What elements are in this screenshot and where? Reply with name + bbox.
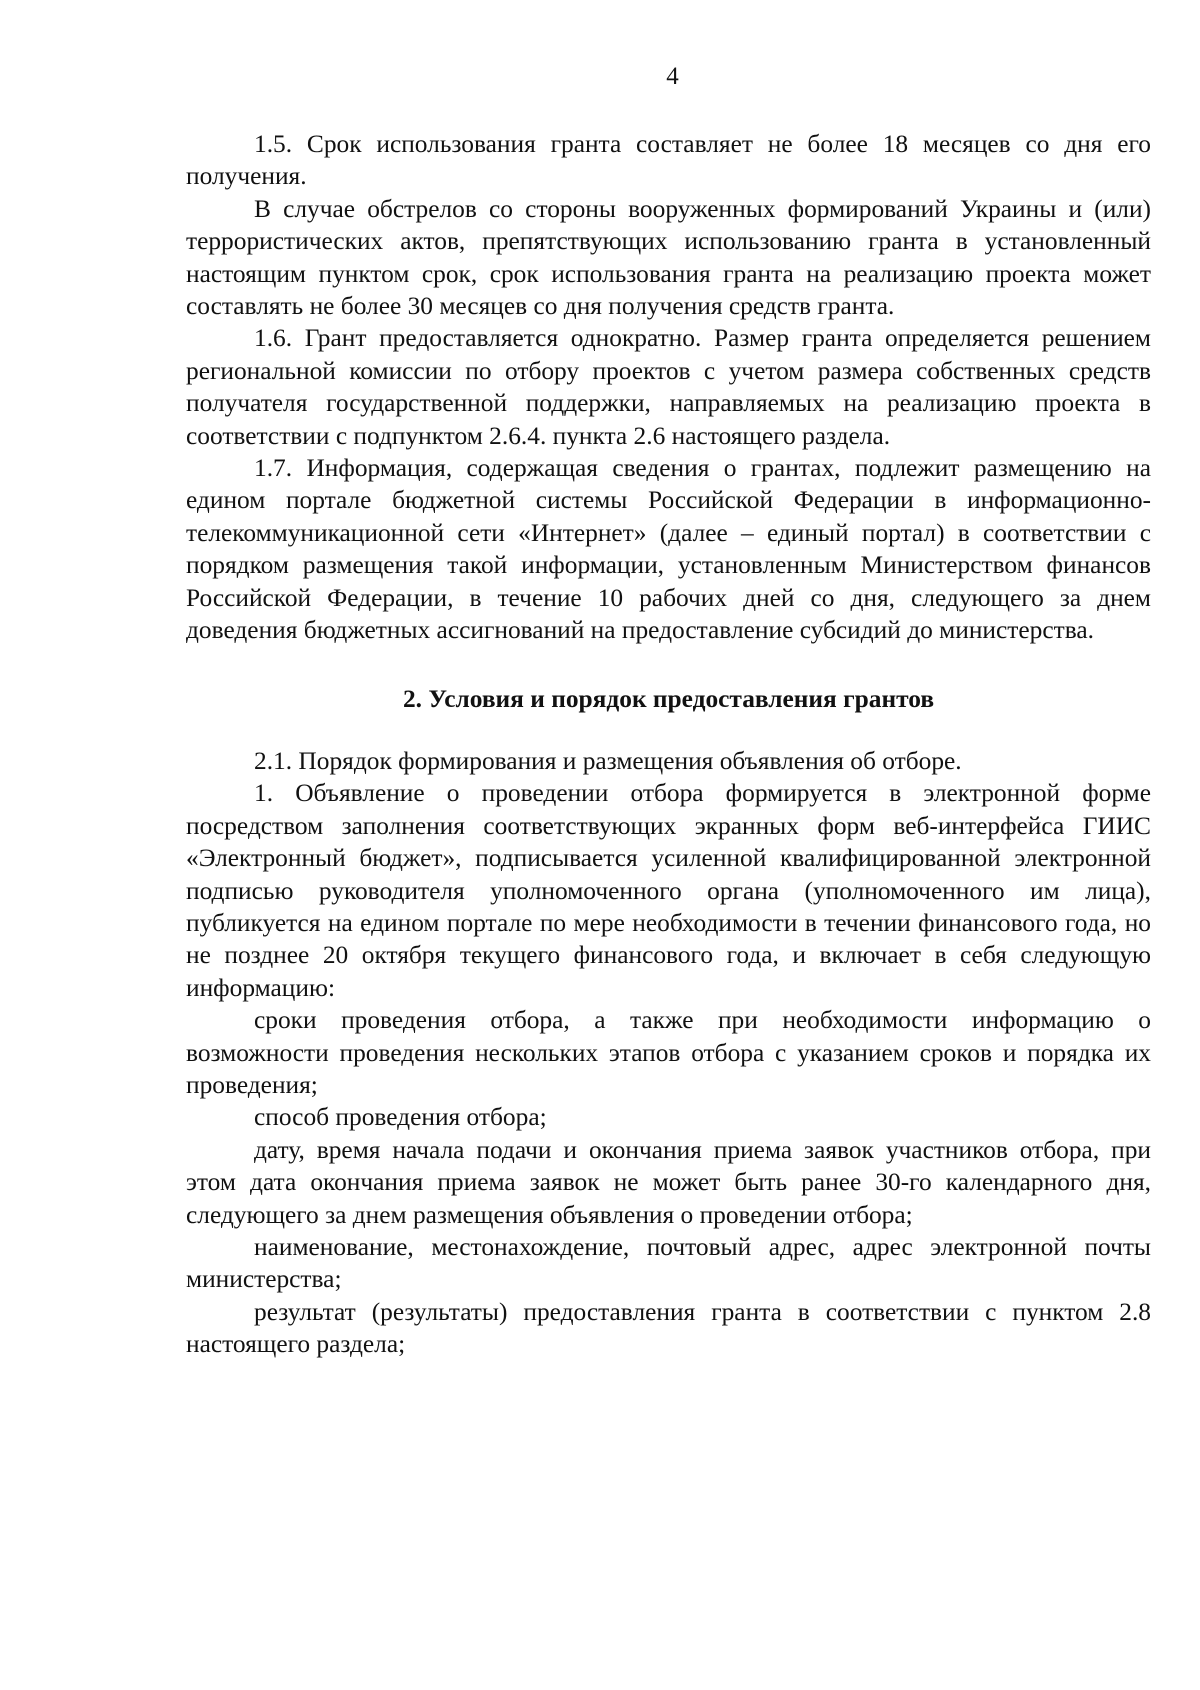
page-number: 4 <box>666 63 679 90</box>
paragraph-1-5: 1.5. Срок использования гранта составляет не более 18 месяцев со дня его получения. <box>186 130 1151 191</box>
list-item-grant-result: результат (результаты) предоставления гранта в соответствии с пунктом 2.8 настоящего раздела; <box>186 1297 1151 1359</box>
paragraph-1-7: 1.7. Информация, содержащая сведения о грантах, подлежит размещению на едином портале бюджетной системы Российской Федерации в информационно-телекоммуникационной сети «Интернет» (далее – единый портал) в соответствии с порядком размещения такой информации, установленным Министерством финансов Российской Федерации, в течение 10 рабочих дней со дня, следующего за днем доведения бюджетных ассигнований на предоставление субсидий до министерства. <box>186 454 1151 645</box>
list-item-ministry-contacts: наименование, местонахождение, почтовый адрес, адрес электронной почты министерства; <box>186 1233 1151 1294</box>
section-heading: 2. Условия и порядок предоставления грантов <box>402 684 935 713</box>
paragraph-1-5-shelling: В случае обстрелов со стороны вооруженных формирований Украины и (или) террористических актов, препятствующих использованию гранта в установленный настоящим пунктом срок, срок использования гранта на реализацию проекта может составлять не более 30 месяцев со дня получения средств гранта. <box>186 194 1151 321</box>
list-item-selection-method: способ проведения отбора; <box>254 1103 547 1132</box>
paragraph-1-6: 1.6. Грант предоставляется однократно. Размер гранта определяется решением региональной комиссии по отбору проектов с учетом размера собственных средств получателя государственной поддержки, направляемых на реализацию проекта в соответствии с подпунктом 2.6.4. пункта 2.6 настоящего раздела. <box>186 324 1151 450</box>
list-item-application-dates: дату, время начала подачи и окончания приема заявок участников отбора, при этом дата окончания приема заявок не может быть ранее 30-го календарного дня, следующего за днем размещения объявления о проведении отбора; <box>186 1135 1151 1229</box>
paragraph-2-1-1: 1. Объявление о проведении отбора формируется в электронной форме посредством заполнения соответствующих экранных форм веб-интерфейса ГИИС «Электронный бюджет», подписывается усиленной квалифицированной электронной подписью руководителя уполномоченного органа (уполномоченного им лица), публикуется на едином портале по мере необходимости в течении финансового года, но не позднее 20 октября текущего финансового года, и включает в себя следующую информацию: <box>186 779 1151 1002</box>
paragraph-2-1: 2.1. Порядок формирования и размещения объявления об отборе. <box>254 746 962 775</box>
document-body <box>186 128 1151 1361</box>
list-item-selection-timing: сроки проведения отбора, а также при необходимости информацию о возможности проведения нескольких этапов отбора с указанием сроков и порядка их проведения; <box>186 1006 1151 1099</box>
